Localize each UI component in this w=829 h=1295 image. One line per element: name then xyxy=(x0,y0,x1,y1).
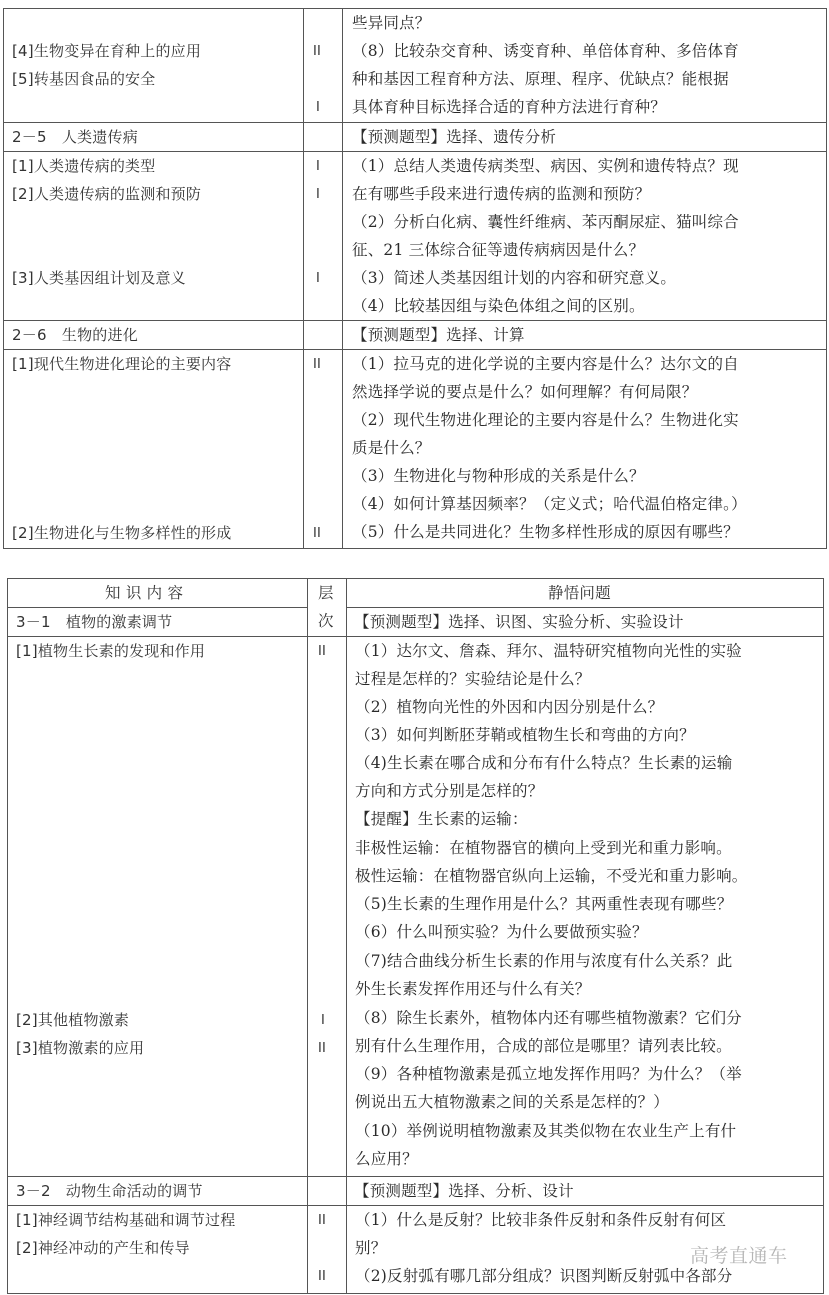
question-line: （4）如何计算基因频率？（定义式；哈代温伯格定律。） xyxy=(352,495,747,513)
knowledge-item: [3]植物激素的应用 xyxy=(16,1039,145,1057)
question-line: （4)生长素在哪合成和分布有什么特点？生长素的运输 xyxy=(355,754,733,772)
table-2-row-divider xyxy=(7,607,307,608)
table-1-row-divider xyxy=(3,151,827,152)
level-mark: II xyxy=(313,44,322,59)
knowledge-item: [2]其他植物激素 xyxy=(16,1011,130,1029)
question-line: （1）什么是反射？比较非条件反射和条件反射有何区 xyxy=(355,1211,727,1229)
section-title: 2－5 人类遗传病 xyxy=(12,128,138,146)
knowledge-item: [2]神经冲动的产生和传导 xyxy=(16,1239,190,1257)
question-line: 在有哪些手段来进行遗传病的监测和预防？ xyxy=(352,185,651,203)
question-line: （6）什么叫预实验？为什么要做预实验？ xyxy=(355,923,648,941)
level-mark: I xyxy=(321,1013,326,1028)
question-line: （1）拉马克的进化学说的主要内容是什么？达尔文的自 xyxy=(352,355,739,373)
question-line: （1）总结人类遗传病类型、病因、实例和遗传特点？现 xyxy=(352,157,739,175)
question-line: （3）如何判断胚芽鞘或植物生长和弯曲的方向？ xyxy=(355,726,695,744)
column-header-level: 层 xyxy=(318,584,334,602)
column-header-level: 次 xyxy=(318,612,334,630)
question-line: （1）达尔文、詹森、拜尔、温特研究植物向光性的实验 xyxy=(355,642,742,660)
table-2-row-divider xyxy=(346,607,824,608)
column-header-knowledge: 知 识 内 容 xyxy=(105,584,184,602)
question-line: 么应用？ xyxy=(355,1150,418,1168)
watermark: 高考直通车 xyxy=(690,1245,788,1267)
table-2-row-divider xyxy=(7,1176,824,1177)
knowledge-item: [1]植物生长素的发现和作用 xyxy=(16,642,206,660)
question-line: （3）简述人类基因组计划的内容和研究意义。 xyxy=(352,269,677,287)
question-line: 质是什么？ xyxy=(352,439,431,457)
question-line: （10）举例说明植物激素及其类似物在农业生产上有什 xyxy=(355,1122,737,1140)
knowledge-item: [3]人类基因组计划及意义 xyxy=(12,269,186,287)
reminder-heading: 【提醒】生长素的运输： xyxy=(355,810,528,828)
level-mark: II xyxy=(318,644,327,659)
question-line: （8）比较杂交育种、诱变育种、单倍体育种、多倍体育 xyxy=(352,42,739,60)
predict-question-type: 【预测题型】选择、识图、实验分析、实验设计 xyxy=(354,613,684,631)
question-line: 些异同点？ xyxy=(352,14,431,32)
level-mark: II xyxy=(318,1269,327,1284)
knowledge-item: [1]现代生物进化理论的主要内容 xyxy=(12,355,232,373)
question-line: （2）植物向光性的外因和内因分别是什么？ xyxy=(355,698,664,716)
question-line: （8）除生长素外，植物体内还有哪些植物激素？它们分 xyxy=(355,1009,742,1027)
question-line: （5）什么是共同进化？生物多样性形成的原因有哪些？ xyxy=(352,523,739,541)
question-line: 然选择学说的要点是什么？如何理解？有何局限？ xyxy=(352,383,698,401)
table-1-row-divider xyxy=(3,122,827,123)
level-mark: I xyxy=(316,159,321,174)
question-line: 外生长素发挥作用还与什么有关？ xyxy=(355,980,591,998)
knowledge-item: [4]生物变异在育种上的应用 xyxy=(12,42,202,60)
knowledge-item: [2]生物进化与生物多样性的形成 xyxy=(12,524,232,542)
question-line: 过程是怎样的？实验结论是什么？ xyxy=(355,670,591,688)
knowledge-item: [1]神经调节结构基础和调节过程 xyxy=(16,1211,236,1229)
question-line: 非极性运输：在植物器官的横向上受到光和重力影响。 xyxy=(355,839,732,857)
question-line: 例说出五大植物激素之间的关系是怎样的？） xyxy=(355,1093,670,1111)
question-line: 征、21 三体综合征等遗传病病因是什么？ xyxy=(352,241,645,259)
knowledge-item: [2]人类遗传病的监测和预防 xyxy=(12,185,202,203)
section-title: 3－2 动物生命活动的调节 xyxy=(16,1182,203,1200)
question-line: 具体育种目标选择合适的育种方法进行育种？ xyxy=(352,98,667,116)
table-2-row-divider xyxy=(7,1205,824,1206)
level-mark: II xyxy=(318,1041,327,1056)
question-line: 别？ xyxy=(355,1239,387,1257)
question-line: （2）分析白化病、囊性纤维病、苯丙酮尿症、猫叫综合 xyxy=(352,213,739,231)
question-line: 方向和方式分别是怎样的？ xyxy=(355,782,544,800)
column-header-questions: 静悟问题 xyxy=(548,584,611,602)
level-mark: II xyxy=(313,526,322,541)
level-mark: II xyxy=(313,357,322,372)
table-2-col-divider-2 xyxy=(346,578,347,1294)
table-1-row-divider xyxy=(3,349,827,350)
table-2-row-divider xyxy=(7,636,824,637)
question-line: 别有什么生理作用，合成的部位是哪里？请列表比较。 xyxy=(355,1037,732,1055)
question-line: （5)生长素的生理作用是什么？其两重性表现有哪些？ xyxy=(355,895,733,913)
question-line: 种和基因工程育种方法、原理、程序、优缺点？能根据 xyxy=(352,70,729,88)
question-line: （2）现代生物进化理论的主要内容是什么？生物进化实 xyxy=(352,411,739,429)
question-line: （2)反射弧有哪几部分组成？识图判断反射弧中各部分 xyxy=(355,1267,733,1285)
table-1-col-divider-1 xyxy=(303,8,304,549)
level-mark: I xyxy=(316,187,321,202)
table-1-col-divider-2 xyxy=(342,8,343,549)
predict-question-type: 【预测题型】选择、遗传分析 xyxy=(352,128,557,146)
table-2-col-divider-1 xyxy=(307,578,308,1294)
question-line: （3）生物进化与物种形成的关系是什么？ xyxy=(352,467,645,485)
question-line: （7)结合曲线分析生长素的作用与浓度有什么关系？此 xyxy=(355,952,733,970)
question-line: （9）各种植物激素是孤立地发挥作用吗？为什么？（举 xyxy=(355,1065,742,1083)
section-title: 3－1 植物的激素调节 xyxy=(16,613,173,631)
predict-question-type: 【预测题型】选择、分析、设计 xyxy=(354,1182,574,1200)
knowledge-item: [5]转基因食品的安全 xyxy=(12,70,156,88)
level-mark: I xyxy=(316,100,321,115)
level-mark: II xyxy=(318,1213,327,1228)
question-line: 极性运输：在植物器官纵向上运输，不受光和重力影响。 xyxy=(355,867,748,885)
knowledge-item: [1]人类遗传病的类型 xyxy=(12,157,156,175)
section-title: 2－6 生物的进化 xyxy=(12,326,138,344)
predict-question-type: 【预测题型】选择、计算 xyxy=(352,326,525,344)
question-line: （4）比较基因组与染色体组之间的区别。 xyxy=(352,297,645,315)
level-mark: I xyxy=(316,271,321,286)
table-1-row-divider xyxy=(3,320,827,321)
